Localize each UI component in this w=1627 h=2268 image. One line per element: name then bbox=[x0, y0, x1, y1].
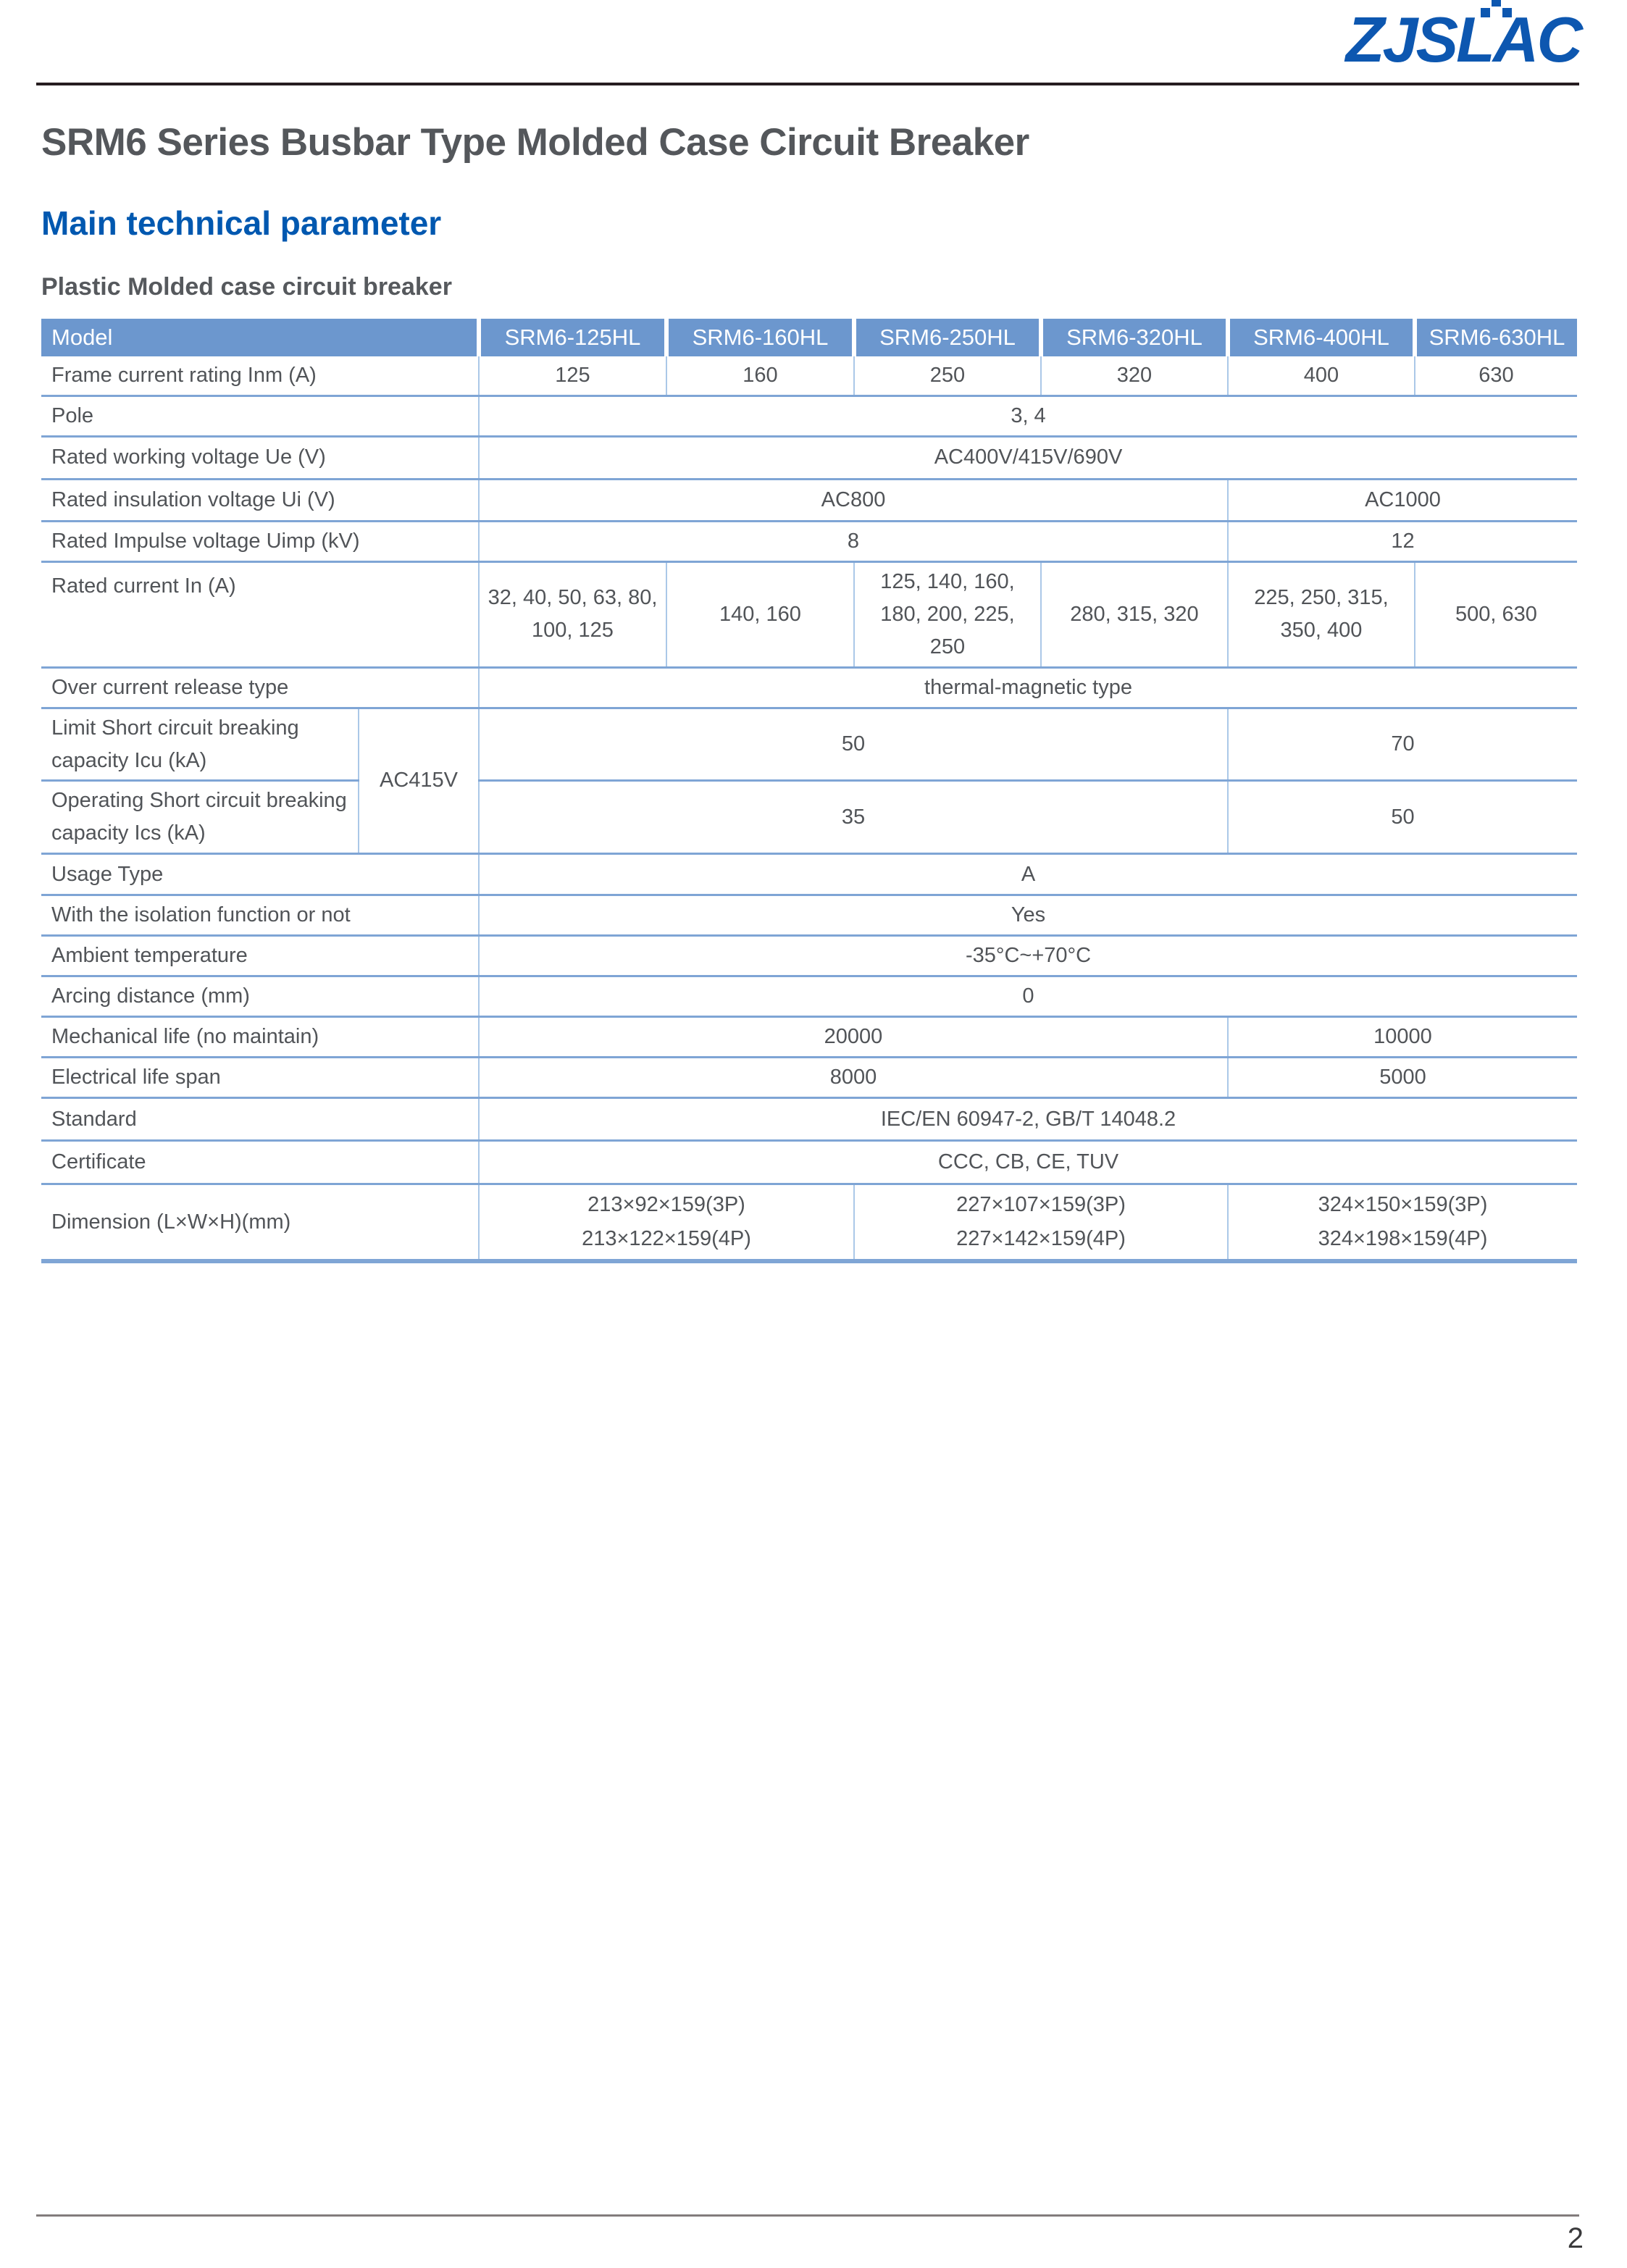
row-label: Dimension (L×W×H)(mm) bbox=[41, 1184, 479, 1262]
value-cell: AC400V/415V/690V bbox=[479, 436, 1577, 479]
row-label: Rated current In (A) bbox=[41, 561, 479, 667]
value-cell: 320 bbox=[1041, 356, 1228, 396]
table-row-electrical-life bbox=[41, 1058, 1577, 1098]
value-cell: -35°C~+70°C bbox=[479, 936, 1577, 976]
table-header-row bbox=[41, 319, 1577, 356]
row-label: Rated insulation voltage Ui (V) bbox=[41, 479, 479, 521]
value-cell: 50 bbox=[1228, 781, 1577, 854]
dimension-4p: 213×122×159(4P) bbox=[582, 1227, 751, 1250]
value-cell: 280, 315, 320 bbox=[1041, 561, 1228, 667]
value-cell: A bbox=[479, 854, 1577, 895]
dimension-4p: 324×198×159(4P) bbox=[1318, 1227, 1488, 1250]
parameters-table bbox=[41, 319, 1577, 1263]
page-title: SRM6 Series Busbar Type Molded Case Circuit Breaker bbox=[41, 121, 1029, 164]
row-label: Rated working voltage Ue (V) bbox=[41, 436, 479, 479]
value-cell: 125, 140, 160, 180, 200, 225, 250 bbox=[854, 561, 1041, 667]
value-cell: 10000 bbox=[1228, 1017, 1577, 1058]
row-label: Limit Short circuit breaking capacity Icu (kA) bbox=[41, 708, 359, 781]
row-label: Electrical life span bbox=[41, 1058, 479, 1098]
table-row-standard bbox=[41, 1098, 1577, 1141]
section-title: Main technical parameter bbox=[41, 204, 442, 242]
table-row-insulation-voltage bbox=[41, 479, 1577, 521]
value-cell: 400 bbox=[1228, 356, 1415, 396]
table-row-ambient bbox=[41, 936, 1577, 976]
value-cell: 32, 40, 50, 63, 80, 100, 125 bbox=[479, 561, 666, 667]
table-row-arcing bbox=[41, 976, 1577, 1017]
footer-divider bbox=[36, 2214, 1579, 2217]
column-header-srm6-160hl: SRM6-160HL bbox=[666, 319, 854, 356]
table-row-isolation bbox=[41, 895, 1577, 936]
row-label: Over current release type bbox=[41, 667, 479, 708]
logo-text: ZJSLAC bbox=[1345, 4, 1581, 75]
value-cell: 5000 bbox=[1228, 1058, 1577, 1098]
table-row-pole bbox=[41, 396, 1577, 436]
column-header-srm6-250hl: SRM6-250HL bbox=[854, 319, 1041, 356]
value-cell: AC800 bbox=[479, 479, 1228, 521]
value-cell: 50 bbox=[479, 708, 1228, 781]
row-label: Mechanical life (no maintain) bbox=[41, 1017, 479, 1058]
row-label: Operating Short circuit breaking capacity Ics (kA) bbox=[41, 781, 359, 854]
value-cell: 630 bbox=[1415, 356, 1577, 396]
column-header-srm6-400hl: SRM6-400HL bbox=[1228, 319, 1415, 356]
row-label: Ambient temperature bbox=[41, 936, 479, 976]
table-row-release-type bbox=[41, 667, 1577, 708]
row-label: Standard bbox=[41, 1098, 479, 1141]
value-cell: AC1000 bbox=[1228, 479, 1577, 521]
value-cell: 3, 4 bbox=[479, 396, 1577, 436]
column-header-srm6-630hl: SRM6-630HL bbox=[1415, 319, 1577, 356]
row-label: Pole bbox=[41, 396, 479, 436]
dimension-3p: 324×150×159(3P) bbox=[1318, 1193, 1488, 1216]
subsection-title: Plastic Molded case circuit breaker bbox=[41, 273, 452, 301]
value-cell bbox=[479, 1184, 854, 1262]
table-row-icu bbox=[41, 708, 1577, 781]
table-row-dimension bbox=[41, 1184, 1577, 1262]
value-cell: 0 bbox=[479, 976, 1577, 1017]
column-header-srm6-125hl: SRM6-125HL bbox=[479, 319, 666, 356]
value-cell: thermal-magnetic type bbox=[479, 667, 1577, 708]
value-cell: 125 bbox=[479, 356, 666, 396]
dimension-3p: 227×107×159(3P) bbox=[956, 1193, 1126, 1216]
value-cell: 12 bbox=[1228, 521, 1577, 561]
logo bbox=[1346, 3, 1581, 77]
table-row-frame-current bbox=[41, 356, 1577, 396]
column-header-model: Model bbox=[41, 319, 479, 356]
parameters-table-container bbox=[41, 319, 1577, 1263]
value-cell: 70 bbox=[1228, 708, 1577, 781]
row-label: Frame current rating Inm (A) bbox=[41, 356, 479, 396]
table-row-working-voltage bbox=[41, 436, 1577, 479]
value-cell: 8000 bbox=[479, 1058, 1228, 1098]
value-cell: 8 bbox=[479, 521, 1228, 561]
value-cell: 225, 250, 315, 350, 400 bbox=[1228, 561, 1415, 667]
value-cell: Yes bbox=[479, 895, 1577, 936]
logo-pixel-decoration-icon bbox=[1481, 0, 1490, 7]
value-cell: 250 bbox=[854, 356, 1041, 396]
table-row-ics bbox=[41, 781, 1577, 854]
value-cell bbox=[854, 1184, 1228, 1262]
table-row-usage-type bbox=[41, 854, 1577, 895]
value-cell: 500, 630 bbox=[1415, 561, 1577, 667]
value-cell: 35 bbox=[479, 781, 1228, 854]
value-cell: 160 bbox=[666, 356, 854, 396]
condition-cell: AC415V bbox=[359, 708, 479, 854]
table-row-mechanical-life bbox=[41, 1017, 1577, 1058]
dimension-3p: 213×92×159(3P) bbox=[587, 1193, 745, 1216]
dimension-4p: 227×142×159(4P) bbox=[956, 1227, 1126, 1250]
column-header-srm6-320hl: SRM6-320HL bbox=[1041, 319, 1228, 356]
table-row-impulse-voltage bbox=[41, 521, 1577, 561]
row-label: With the isolation function or not bbox=[41, 895, 479, 936]
row-label: Certificate bbox=[41, 1141, 479, 1184]
table-row-rated-current bbox=[41, 561, 1577, 667]
value-cell: 140, 160 bbox=[666, 561, 854, 667]
row-label: Rated Impulse voltage Uimp (kV) bbox=[41, 521, 479, 561]
value-cell: 20000 bbox=[479, 1017, 1228, 1058]
page-number: 2 bbox=[1567, 2222, 1584, 2254]
value-cell bbox=[1228, 1184, 1577, 1262]
value-cell: CCC, CB, CE, TUV bbox=[479, 1141, 1577, 1184]
value-cell: IEC/EN 60947-2, GB/T 14048.2 bbox=[479, 1098, 1577, 1141]
table-row-certificate bbox=[41, 1141, 1577, 1184]
header-divider bbox=[36, 83, 1579, 85]
row-label: Arcing distance (mm) bbox=[41, 976, 479, 1017]
row-label: Usage Type bbox=[41, 854, 479, 895]
